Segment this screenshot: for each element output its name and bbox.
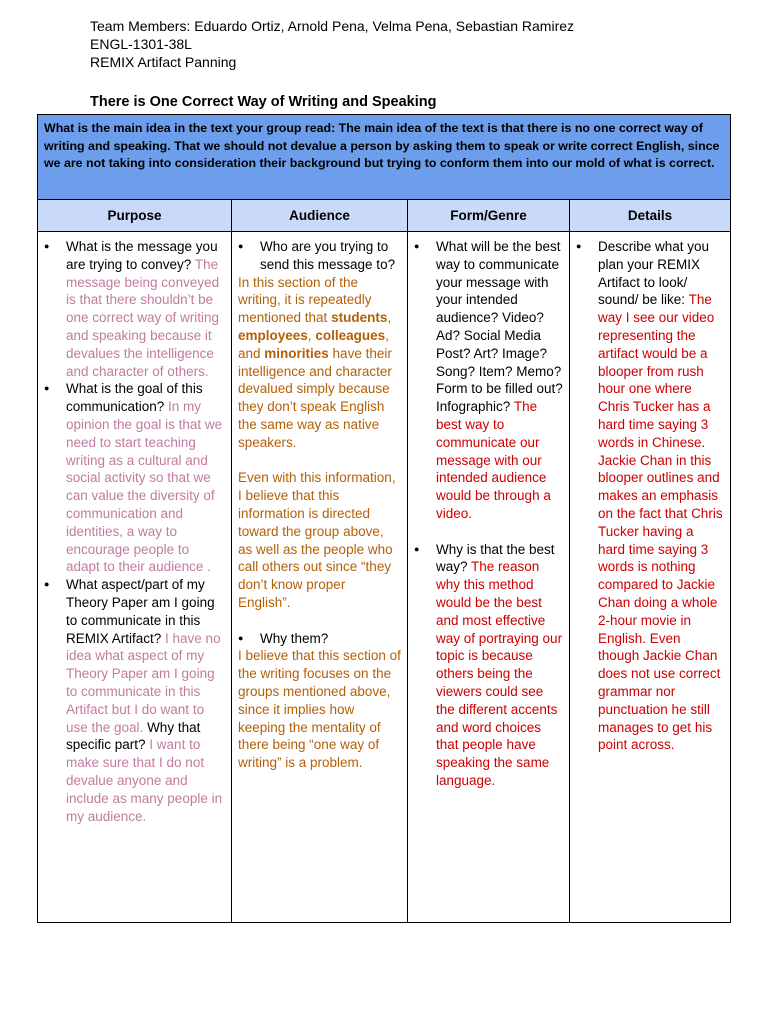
details-body bbox=[570, 232, 730, 922]
audience-item-1 bbox=[238, 238, 401, 274]
purpose-item-3 bbox=[44, 576, 225, 825]
form-item-2 bbox=[414, 541, 563, 790]
audience-answer-2: Even with this information, I believe that this information is directed toward the group above, as well as the people who call others out since “they don’t know proper English”. bbox=[238, 470, 396, 610]
purpose-header: Purpose bbox=[38, 200, 231, 232]
answer-text: The message being conveyed is that there shouldn’t be one correct way of writing and speaking because it devalues the intelligence and character of others. bbox=[66, 256, 220, 379]
question-text: Why them? bbox=[260, 630, 329, 646]
answer-text: In this section of the writing, it is repeatedly mentioned that bbox=[238, 274, 372, 326]
form-genre-body bbox=[408, 232, 569, 922]
table-columns bbox=[38, 200, 730, 922]
question-text: What is the goal of this communication? bbox=[66, 381, 203, 415]
purpose-body bbox=[38, 232, 231, 922]
form-genre-header: Form/Genre bbox=[408, 200, 569, 232]
team-members: Team Members: Eduardo Ortiz, Arnold Pena, Velma Pena, Sebastian Ramirez bbox=[90, 18, 575, 34]
audience-item-2 bbox=[238, 630, 401, 648]
answer-text: In my opinion the goal is that we need to start teaching writing as a cultural and social activity so that we can value the diversity of communication and identities, a way to encourage people to adapt to their audience . bbox=[66, 399, 223, 575]
answer-text: I want to make sure that I do not devalue anyone and include as many people in my audience. bbox=[66, 737, 223, 824]
details-column bbox=[570, 200, 730, 922]
purpose-column bbox=[38, 200, 232, 922]
question-text: What will be the best way to communicate your message with your intended audience? Video? Ad? Social Media Post? Art? Image? Song? Item? Memo? Form to be filled out? Infographic? bbox=[436, 239, 563, 415]
question-text: Who are you trying to send this message to? bbox=[260, 239, 396, 272]
form-item-1 bbox=[414, 238, 563, 523]
document-title: There is One Correct Way of Writing and Speaking bbox=[90, 94, 437, 110]
answer-text: have their intelligence and character devalued simply because they don’t speak English the same way as native speakers. bbox=[238, 345, 392, 450]
main-idea-cell: What is the main idea in the text your group read: The main idea of the text is that there is no one correct way of writing and speaking. That we should not devalue a person by asking them to speak or write correct English, since we are not taking into consideration their background but trying to conform them into our mold of what is correct. bbox=[38, 115, 730, 200]
keyword-colleagues: colleagues bbox=[315, 327, 386, 343]
audience-answer-1 bbox=[238, 274, 401, 452]
question-text: Why is that the best way? bbox=[436, 541, 555, 575]
answer-text: The best way to communicate our message with our intended audience would be through a video. bbox=[436, 399, 551, 521]
answer-text: I have no idea what aspect of my Theory Paper am I going to communicate in this Artifact but I do want to use the goal. bbox=[66, 630, 221, 735]
planning-table bbox=[37, 114, 731, 923]
audience-header: Audience bbox=[232, 200, 407, 232]
audience-answer-3: I believe that this section of the writing focuses on the groups mentioned above, since it implies how keeping the mentality of there being “one way of writing” is a problem. bbox=[238, 648, 401, 771]
question-text: Describe what you plan your REMIX Artifact to look/ sound/ be like: bbox=[598, 239, 710, 308]
audience-column bbox=[232, 200, 408, 922]
separator: , bbox=[307, 327, 316, 343]
document-header bbox=[90, 17, 574, 71]
question-text: Why that specific part? bbox=[66, 719, 201, 753]
purpose-item-1 bbox=[44, 238, 225, 380]
keyword-students: students bbox=[331, 310, 388, 326]
details-item-1 bbox=[576, 238, 724, 754]
question-text: What is the message you are trying to convey? bbox=[66, 239, 218, 272]
question-text: What aspect/part of my Theory Paper am I going to communicate in this REMIX Artifact? bbox=[66, 577, 215, 646]
answer-text: The reason why this method would be the best and most effective way of portraying our topic is because others being the viewers could see the different accents and word choices that people have speaking the same language. bbox=[436, 559, 563, 788]
course-code: ENGL-1301-38L bbox=[90, 36, 192, 52]
details-header: Details bbox=[570, 200, 730, 232]
answer-text: The way I see our video representing the artifact would be a blooper from rush hour one where Chris Tucker has a hard time saying 3 words in Chinese. Jackie Chan in this blooper outlines and makes an emphasis on the fact that Chris Tucker having a hard time saying 3 words is nothing compared to Jackie Chan doing a whole 2-hour movie in English. Even though Jackie Chan does not use correct grammar nor punctuation he still manages to get his point across. bbox=[598, 292, 723, 753]
separator: , and bbox=[238, 327, 389, 361]
form-genre-column bbox=[408, 200, 570, 922]
purpose-item-2 bbox=[44, 380, 225, 576]
keyword-minorities: minorities bbox=[264, 345, 329, 361]
separator: , bbox=[387, 310, 392, 326]
audience-body bbox=[232, 232, 407, 922]
assignment-name: REMIX Artifact Panning bbox=[90, 54, 237, 70]
keyword-employees: employees bbox=[238, 327, 308, 343]
